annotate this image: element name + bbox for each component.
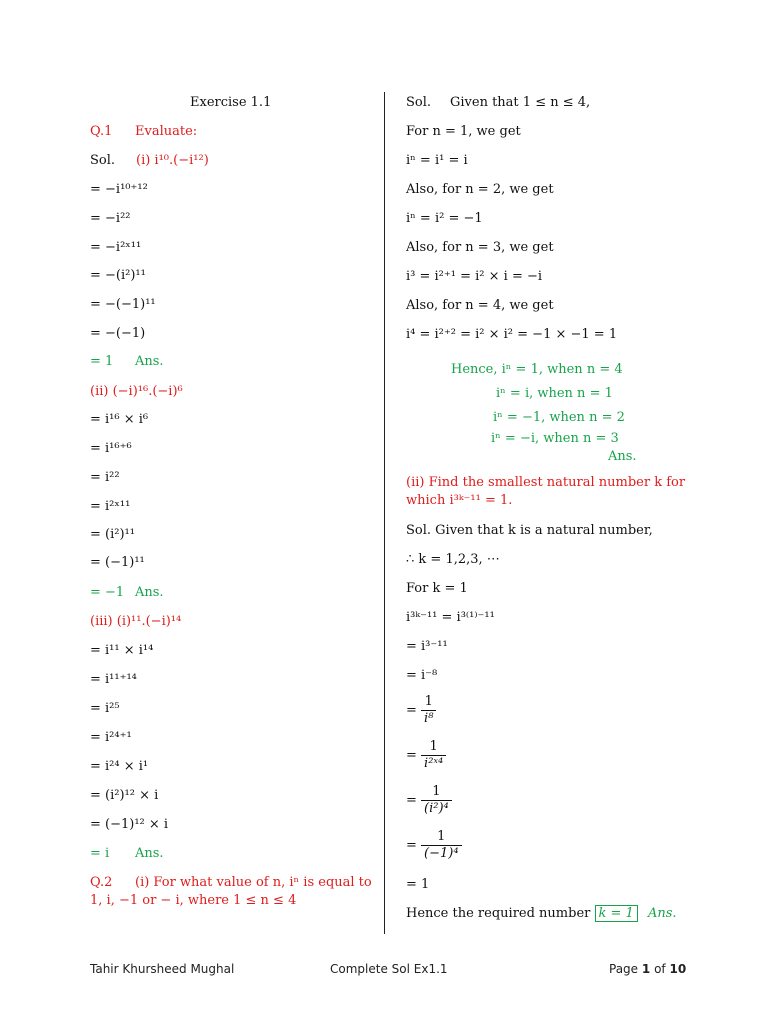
- hence-line: iⁿ = −i, when n = 3: [491, 431, 619, 446]
- step-line: = i³⁻¹¹: [406, 639, 448, 654]
- fraction-numerator: 1: [432, 784, 441, 799]
- sol-label: Sol.: [90, 153, 116, 168]
- fraction-denominator: (i²)⁴: [421, 800, 452, 817]
- step-line: = i²⁵: [90, 701, 120, 716]
- part1-heading: (i) i¹⁰.(−i¹²): [136, 153, 209, 168]
- fraction-step: [406, 829, 462, 862]
- fraction-step: [406, 739, 446, 772]
- step-line: = (−1)¹¹: [90, 555, 145, 570]
- step-line: = −(−1): [90, 326, 146, 341]
- conclusion-text: Hence the required number: [406, 906, 591, 921]
- q1-text: Evaluate:: [135, 124, 198, 139]
- exercise-title: Exercise 1.1: [190, 95, 272, 110]
- step-line: iⁿ = i¹ = i: [406, 153, 468, 168]
- for-k-line: For k = 1: [406, 581, 468, 596]
- fraction: [421, 739, 446, 772]
- step-line: = i²²: [90, 470, 120, 485]
- step-line: i³ᵏ⁻¹¹ = i³⁽¹⁾⁻¹¹: [406, 610, 495, 625]
- ans-label: Ans.: [135, 354, 164, 369]
- fraction-denominator: i⁸: [421, 710, 436, 727]
- step-line: = i²⁴⁺¹: [90, 730, 132, 745]
- q1-label: Q.1: [90, 124, 113, 139]
- page-total: 10: [669, 962, 687, 976]
- fraction-step: [406, 784, 452, 817]
- footer-page-number: [609, 962, 686, 976]
- step-line: = i¹¹ × i¹⁴: [90, 643, 154, 658]
- equals-sign: =: [406, 703, 417, 718]
- fraction-denominator: i²ˣ⁴: [421, 755, 446, 772]
- step-line: = i²ˣ¹¹: [90, 499, 131, 514]
- therefore-line: ∴ k = 1,2,3, ⋯: [406, 552, 500, 567]
- part2-heading: (ii) (−i)¹⁶.(−i)⁶: [90, 384, 183, 399]
- step-line: = i²⁴ × i¹: [90, 759, 149, 774]
- step-line: = −i²ˣ¹¹: [90, 240, 142, 255]
- answer-value: = i: [90, 846, 110, 861]
- step-line: = −i²²: [90, 211, 131, 226]
- equals-sign: =: [406, 838, 417, 853]
- step-line: Also, for n = 4, we get: [406, 298, 554, 313]
- step-line: i³ = i²⁺¹ = i² × i = −i: [406, 269, 543, 284]
- page-of: of: [654, 962, 666, 976]
- step-line: = i¹⁶⁺⁶: [90, 441, 132, 456]
- step-line: = i¹⁶ × i⁶: [90, 412, 149, 427]
- equals-sign: =: [406, 793, 417, 808]
- step-line: = i⁻⁸: [406, 668, 438, 683]
- step-line: i⁴ = i²⁺² = i² × i² = −1 × −1 = 1: [406, 327, 618, 342]
- step-line: = −i¹⁰⁺¹²: [90, 182, 148, 197]
- step-line: = −(i²)¹¹: [90, 268, 146, 283]
- part2-question-line1: (ii) Find the smallest natural number k for: [406, 475, 686, 490]
- step-line: = −(−1)¹¹: [90, 297, 156, 312]
- ans-label: Ans.: [608, 449, 637, 464]
- q2-line2: 1, i, −1 or − i, where 1 ≤ n ≤ 4: [90, 893, 297, 908]
- step-line: = (i²)¹² × i: [90, 788, 159, 803]
- step-line: = 1: [406, 877, 430, 892]
- page-prefix: Page: [609, 962, 639, 976]
- step-line: = (−1)¹² × i: [90, 817, 169, 832]
- ans-label: Ans.: [135, 846, 164, 861]
- step-line: iⁿ = i² = −1: [406, 211, 483, 226]
- fraction-denominator: (−1)⁴: [421, 845, 462, 862]
- fraction-numerator: 1: [424, 694, 433, 709]
- fraction: [421, 784, 452, 817]
- step-line: = i¹¹⁺¹⁴: [90, 672, 137, 687]
- equals-sign: =: [406, 748, 417, 763]
- page-current: 1: [641, 962, 651, 976]
- step-line: Also, for n = 2, we get: [406, 182, 554, 197]
- part3-heading: (iii) (i)¹¹.(−i)¹⁴: [90, 614, 182, 629]
- sol-label: Sol.: [406, 95, 432, 110]
- q2-label: Q.2: [90, 875, 113, 890]
- column-divider: [384, 92, 385, 934]
- hence-line: Hence, iⁿ = 1, when n = 4: [451, 362, 623, 377]
- ans-label: Ans.: [135, 585, 164, 600]
- sol-given: Sol. Given that k is a natural number,: [406, 523, 653, 538]
- answer-value: = −1: [90, 585, 125, 600]
- footer-author: Tahir Khursheed Mughal: [90, 962, 235, 976]
- fraction-numerator: 1: [429, 739, 438, 754]
- fraction: [421, 829, 462, 862]
- part2-question-line2: which i³ᵏ⁻¹¹ = 1.: [406, 493, 513, 508]
- answer-box: k = 1: [595, 905, 638, 922]
- fraction-numerator: 1: [437, 829, 446, 844]
- step-line: = (i²)¹¹: [90, 527, 135, 542]
- hence-line: iⁿ = −1, when n = 2: [493, 410, 625, 425]
- fraction-step: [406, 694, 436, 727]
- given-text: Given that 1 ≤ n ≤ 4,: [450, 95, 591, 110]
- answer-value: = 1: [90, 354, 114, 369]
- hence-line: iⁿ = i, when n = 1: [496, 386, 613, 401]
- step-line: Also, for n = 3, we get: [406, 240, 554, 255]
- step-line: For n = 1, we get: [406, 124, 521, 139]
- fraction: [421, 694, 436, 727]
- footer-doc-title: Complete Sol Ex1.1: [330, 962, 448, 976]
- q2-line1: (i) For what value of n, iⁿ is equal to: [135, 875, 372, 890]
- conclusion-line: [406, 906, 638, 922]
- ans-label: Ans.: [648, 906, 677, 921]
